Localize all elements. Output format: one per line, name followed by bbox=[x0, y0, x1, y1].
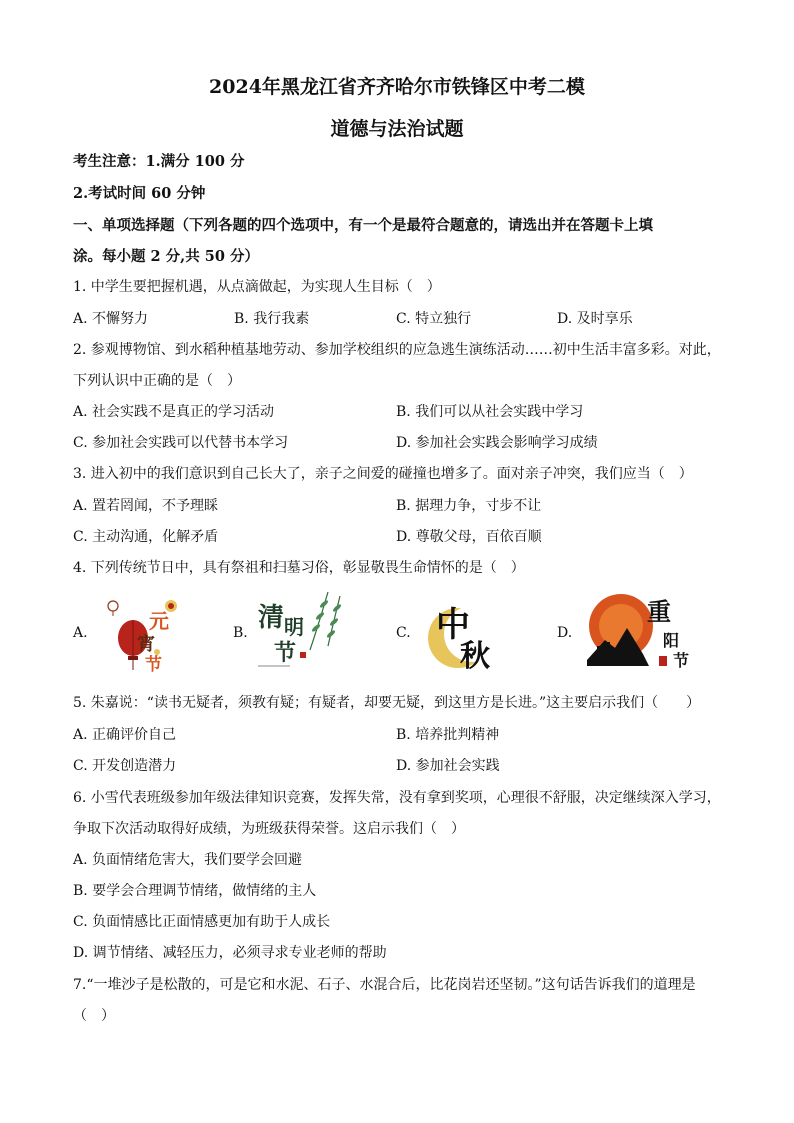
qingming-char-2: 明 bbox=[284, 615, 304, 639]
qingming-char-1: 清 bbox=[258, 603, 285, 633]
question-1-option-c[interactable]: C. 特立独行 bbox=[396, 311, 472, 327]
question-2-option-c[interactable]: C. 参加社会实践可以代替书本学习 bbox=[73, 435, 289, 451]
section-heading-line1: 一、单项选择题（下列各题的四个选项中，有一个是最符合题意的，请选出并在答题卡上填 bbox=[73, 217, 653, 234]
question-6-option-a[interactable]: A. 负面情绪危害大，我们要学会回避 bbox=[73, 852, 303, 868]
lantern-char-2: 宵 bbox=[137, 634, 155, 655]
section-heading-line2: 涂。每小题 2 分,共 50 分） bbox=[73, 248, 260, 265]
question-4-stem: 4. 下列传统节日中，具有祭祖和扫墓习俗，彰显敬畏生命情怀的是（ ） bbox=[73, 560, 525, 576]
question-4-option-a[interactable]: A. bbox=[73, 625, 88, 641]
mid-autumn-char-1: 中 bbox=[436, 605, 470, 645]
qingming-char-3: 节 bbox=[274, 640, 297, 666]
question-4-option-b[interactable]: B. bbox=[233, 625, 248, 641]
question-1-stem: 1. 中学生要把握机遇，从点滴做起，为实现人生目标（ ） bbox=[73, 279, 441, 295]
question-1-option-a[interactable]: A. 不懈努力 bbox=[73, 311, 149, 327]
qingming-festival-image[interactable] bbox=[250, 590, 346, 670]
question-2-option-b[interactable]: B. 我们可以从社会实践中学习 bbox=[396, 404, 584, 420]
exam-subtitle: 道德与法治试题 bbox=[330, 118, 464, 140]
double-ninth-char-3: 节 bbox=[673, 651, 690, 670]
double-ninth-festival-image[interactable] bbox=[585, 590, 695, 674]
mid-autumn-festival-image[interactable] bbox=[420, 592, 502, 674]
question-5-option-c[interactable]: C. 开发创造潜力 bbox=[73, 758, 177, 774]
question-3-option-a[interactable]: A. 置若罔闻，不予理睬 bbox=[73, 498, 219, 514]
question-2-stem-line2: 下列认识中正确的是（ ） bbox=[73, 373, 241, 389]
mid-autumn-char-2: 秋 bbox=[460, 639, 490, 674]
question-1-option-b[interactable]: B. 我行我素 bbox=[234, 311, 310, 327]
notice-time: 2.考试时间 60 分钟 bbox=[73, 185, 206, 202]
question-7-stem-line1: 7.“一堆沙子是松散的，可是它和水泥、石子、水混合后，比花岗岩还坚韧。”这句话告诉我们的道理是 bbox=[73, 977, 696, 993]
question-7-stem-line2: （ ） bbox=[73, 1008, 115, 1024]
lantern-char-3: 节 bbox=[145, 655, 162, 674]
question-2-stem-line1: 2. 参观博物馆、到水稻种植基地劳动、参加学校组织的应急逃生演练活动……初中生活丰富多彩。对此， bbox=[73, 342, 721, 358]
question-3-stem: 3. 进入初中的我们意识到自己长大了，亲子之间爱的碰撞也增多了。面对亲子冲突，我们应当（ ） bbox=[73, 466, 693, 482]
question-5-option-a[interactable]: A. 正确评价自己 bbox=[73, 727, 177, 743]
question-6-stem-line2: 争取下次活动取得好成绩，为班级获得荣誉。这启示我们（ ） bbox=[73, 821, 465, 837]
question-3-option-c[interactable]: C. 主动沟通，化解矛盾 bbox=[73, 529, 219, 545]
question-5-option-b[interactable]: B. 培养批判精神 bbox=[396, 727, 500, 743]
question-6-option-b[interactable]: B. 要学会合理调节情绪，做情绪的主人 bbox=[73, 883, 317, 899]
question-2-option-d[interactable]: D. 参加社会实践会影响学习成绩 bbox=[396, 435, 598, 451]
double-ninth-char-2: 阳 bbox=[663, 631, 680, 650]
lantern-char-1: 元 bbox=[149, 609, 169, 633]
question-6-option-c[interactable]: C. 负面情感比正面情感更加有助于人成长 bbox=[73, 914, 331, 930]
question-5-option-d[interactable]: D. 参加社会实践 bbox=[396, 758, 500, 774]
question-3-option-d[interactable]: D. 尊敬父母，百依百顺 bbox=[396, 529, 542, 545]
exam-title: 2024年黑龙江省齐齐哈尔市铁锋区中考二模 bbox=[209, 76, 585, 98]
question-2-option-a[interactable]: A. 社会实践不是真正的学习活动 bbox=[73, 404, 275, 420]
question-4-option-d[interactable]: D. bbox=[557, 625, 573, 641]
question-1-option-d[interactable]: D. 及时享乐 bbox=[557, 311, 633, 327]
question-6-option-d[interactable]: D. 调节情绪、减轻压力，必须寻求专业老师的帮助 bbox=[73, 945, 387, 961]
lantern-festival-image[interactable] bbox=[97, 592, 183, 674]
double-ninth-char-1: 重 bbox=[647, 597, 671, 626]
question-4-option-c[interactable]: C. bbox=[396, 625, 411, 641]
question-3-option-b[interactable]: B. 据理力争，寸步不让 bbox=[396, 498, 542, 514]
question-6-stem-line1: 6. 小雪代表班级参加年级法律知识竞赛，发挥失常，没有拿到奖项，心理很不舒服，决定继续深入学习， bbox=[73, 790, 721, 806]
question-5-stem: 5. 朱嘉说：“读书无疑者，须教有疑；有疑者，却要无疑，到这里方是长进。”这主要启示我们（ ） bbox=[73, 695, 701, 711]
notice-score: 考生注意：1.满分 100 分 bbox=[73, 153, 245, 170]
